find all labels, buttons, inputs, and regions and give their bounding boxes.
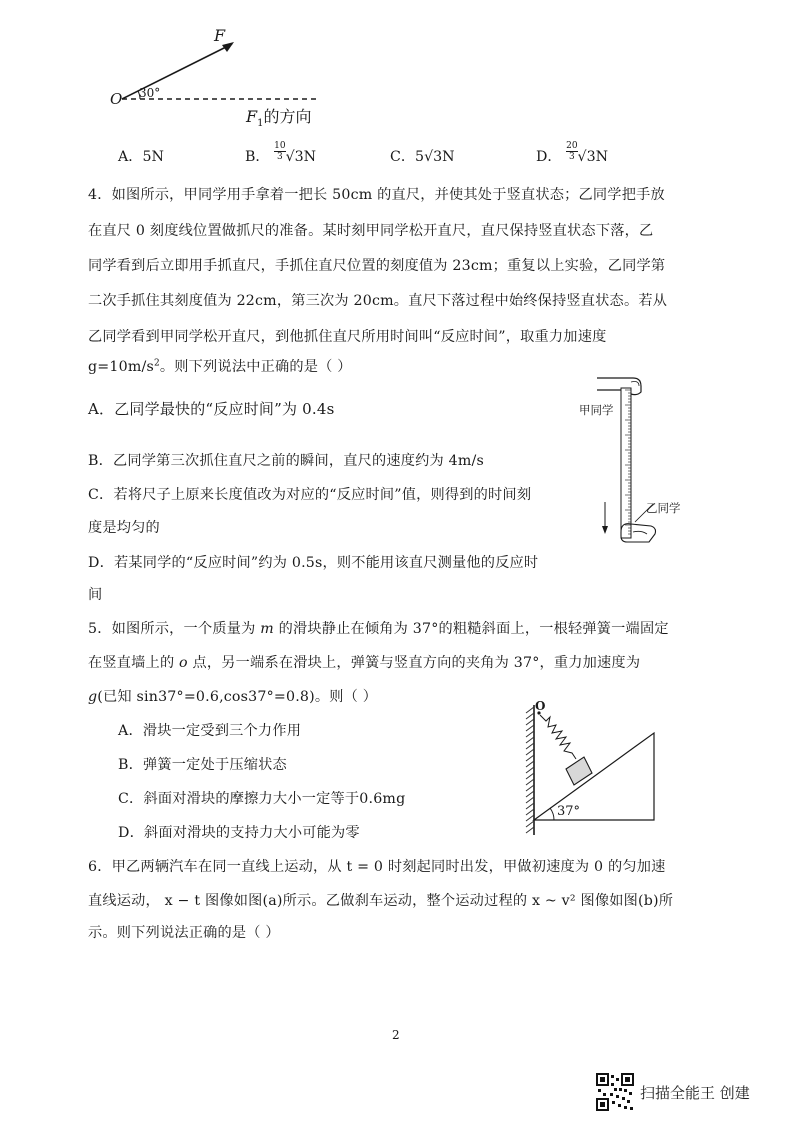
q4-line-5: 乙同学看到甲同学松开直尺，到他抓住直尺所用时间叫“反应时间”，取重力加速度 bbox=[88, 329, 607, 345]
force-diagram bbox=[100, 20, 360, 130]
label-O: O bbox=[110, 90, 123, 108]
q6-line-3: 示。则下列说法正确的是（ ） bbox=[88, 925, 280, 941]
q3-option-d: D． $\frac{20}{3}$ √3N bbox=[536, 140, 609, 165]
q3-option-a: A．5N bbox=[118, 149, 164, 165]
ruler bbox=[621, 388, 631, 538]
q4-line-2: 在直尺 0 刻度线位置做抓尺的准备。某时刻甲同学松开直尺，直尺保持竖直状态下落，乙 bbox=[88, 223, 654, 239]
q4-option-d-line-1: D．若某同学的“反应时间”约为 0.5s，则不能用该直尺测量他的反应时 bbox=[88, 555, 539, 571]
ruler-figure bbox=[575, 372, 685, 552]
q4-option-b: B．乙同学第三次抓住直尺之前的瞬间，直尺的速度约为 4m/s bbox=[88, 453, 484, 469]
q5-option-d: D．斜面对滑块的支持力大小可能为零 bbox=[118, 825, 360, 841]
q4-option-d-line-2: 间 bbox=[88, 587, 103, 603]
incline bbox=[534, 733, 654, 820]
spring bbox=[540, 715, 576, 759]
top-hand-icon bbox=[597, 378, 641, 395]
incline-figure bbox=[512, 695, 662, 840]
label-F: F bbox=[214, 26, 226, 45]
q3-option-c: C．5√3N bbox=[390, 149, 455, 165]
wall-hatching bbox=[526, 707, 534, 833]
angle-label-30: 30° bbox=[139, 86, 161, 100]
q5-option-a: A．滑块一定受到三个力作用 bbox=[118, 723, 302, 739]
incline-label-o: O bbox=[535, 699, 546, 713]
page-number: 2 bbox=[392, 1028, 400, 1042]
ruler-label-top: 甲同学 bbox=[579, 403, 614, 417]
q4-line-3: 同学看到后立即用手抓直尺，手抓住直尺位置的刻度值为 23cm；重复以上实验，乙同学第 bbox=[88, 258, 666, 274]
label-F1: $F_1$的方向 bbox=[246, 107, 312, 130]
q5-option-c: C．斜面对滑块的摩擦力大小一定等于0.6mg bbox=[118, 791, 406, 807]
incline-angle-label: 37° bbox=[557, 804, 581, 819]
q4-line-4: 二次手抓住其刻度值为 22cm，第三次为 20cm。直尺下落过程中始终保持竖直状态。若从 bbox=[88, 293, 668, 309]
q4-line-6: $g=10m/s^2$。则下列说法中正确的是（ ） bbox=[88, 358, 352, 375]
q5-line-3: g(已知 sin37°=0.6,cos37°=0.8)。则（ ） bbox=[88, 689, 378, 705]
q4-line-1: 4．如图所示，甲同学用手拿着一把长 50cm 的直尺，并使其处于竖直状态；乙同学把手放 bbox=[88, 187, 665, 203]
q4-option-c-line-2: 度是均匀的 bbox=[88, 520, 160, 536]
q6-line-1: 6．甲乙两辆汽车在同一直线上运动，从 t = 0 时刻起同时出发，甲做初速度为 0 的匀加速 bbox=[88, 859, 666, 875]
ruler-label-bottom: 乙同学 bbox=[646, 501, 681, 515]
q4-option-a: A．乙同学最快的“反应时间”为 0.4s bbox=[88, 400, 335, 418]
q5-line-1: 5．如图所示，一个质量为 m 的滑块静止在倾角为 37°的粗糙斜面上，一根轻弹簧一端固定 bbox=[88, 621, 669, 637]
q5-line-2: 在竖直墙上的 o 点，另一端系在滑块上，弹簧与竖直方向的夹角为 37°，重力加速度为 bbox=[88, 655, 641, 671]
incline-angle-arc bbox=[550, 808, 554, 820]
q4-option-c-line-1: C．若将尺子上原来长度值改为对应的“反应时间”值，则得到的时间刻 bbox=[88, 487, 532, 503]
q6-line-2: 直线运动， x − t 图像如图(a)所示。乙做刹车运动，整个运动过程的 x ~ v² 图像如图(b)所 bbox=[88, 893, 674, 909]
qr-code-icon bbox=[596, 1073, 634, 1111]
q5-option-b: B．弹簧一定处于压缩状态 bbox=[118, 757, 287, 773]
q3-option-b: B． $\frac{10}{3}$ √3N bbox=[245, 140, 317, 165]
footer-watermark: 扫描全能王 创建 bbox=[640, 1084, 750, 1102]
